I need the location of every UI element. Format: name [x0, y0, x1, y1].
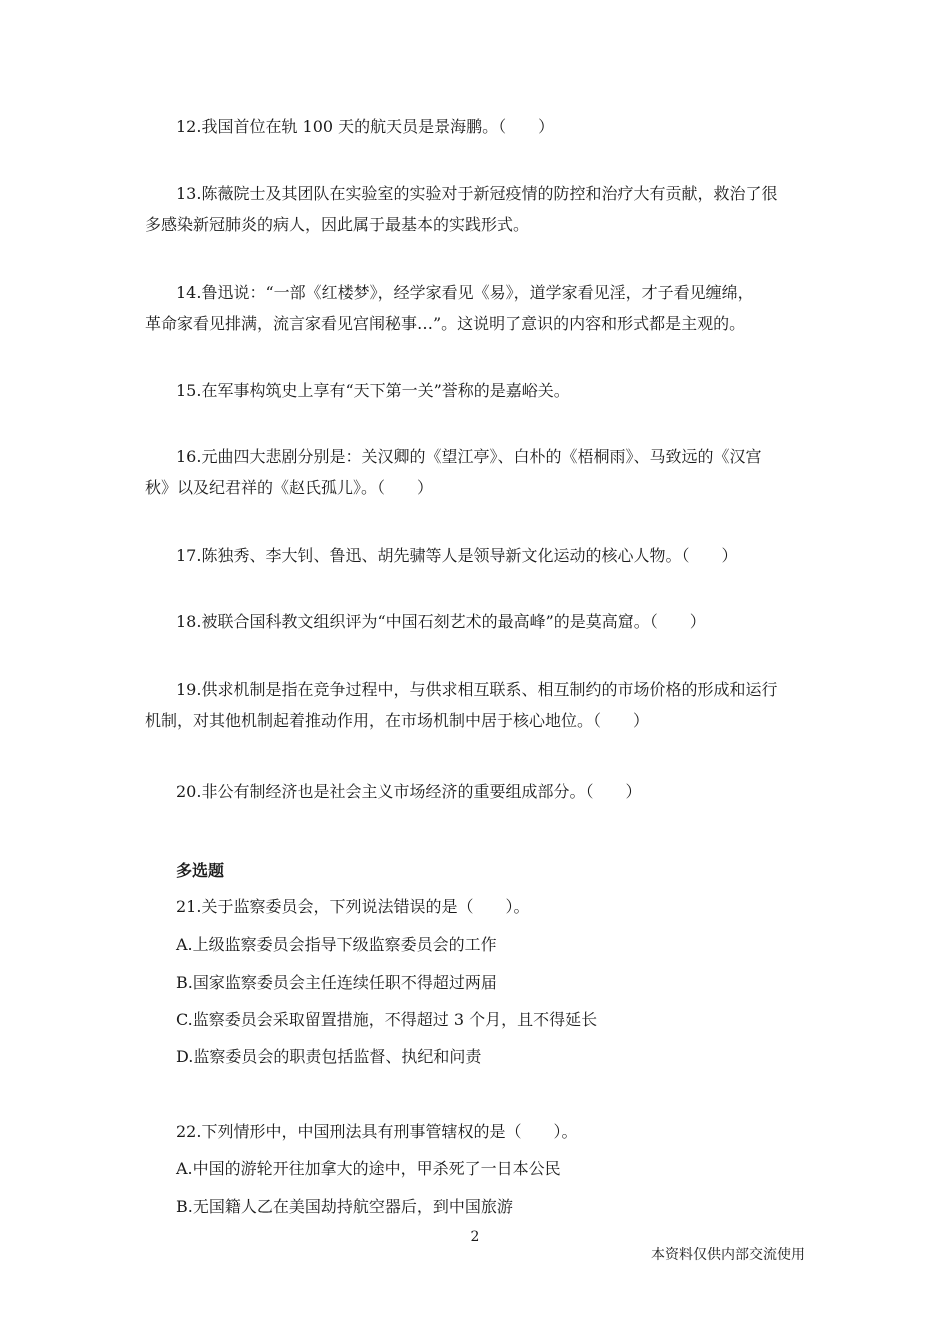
question-20-line-1: 20.非公有制经济也是社会主义市场经济的重要组成部分。（ ）	[176, 782, 642, 801]
question-15-line-1: 15.在军事构筑史上享有“天下第一关”誉称的是嘉峪关。	[176, 381, 570, 400]
question-21-option-a: A.上级监察委员会指导下级监察委员会的工作	[176, 935, 497, 954]
footer-note: 本资料仅供内部交流使用	[651, 1247, 805, 1263]
question-14-line-2: 革命家看见排满，流言家看见宫闱秘事…”。这说明了意识的内容和形式都是主观的。	[145, 314, 746, 333]
question-21-option-c: C.监察委员会采取留置措施，不得超过 3 个月，且不得延长	[176, 1010, 598, 1029]
question-21-stem: 21.关于监察委员会，下列说法错误的是（ ）。	[176, 897, 530, 916]
question-22-option-b: B.无国籍人乙在美国劫持航空器后，到中国旅游	[176, 1197, 513, 1216]
question-19-line-2: 机制，对其他机制起着推动作用，在市场机制中居于核心地位。（ ）	[145, 711, 650, 730]
question-18-line-1: 18.被联合国科教文组织评为“中国石刻艺术的最高峰”的是莫高窟。（ ）	[176, 612, 706, 631]
question-21-option-b: B.国家监察委员会主任连续任职不得超过两届	[176, 973, 497, 992]
question-16-line-2: 秋》以及纪君祥的《赵氏孤儿》。（ ）	[145, 478, 434, 497]
question-22-option-a: A.中国的游轮开往加拿大的途中，甲杀死了一日本公民	[176, 1159, 561, 1178]
question-19-line-1: 19.供求机制是指在竞争过程中，与供求相互联系、相互制约的市场价格的形成和运行	[176, 680, 778, 699]
section-heading-multi-choice: 多选题	[176, 861, 225, 880]
question-21-option-d: D.监察委员会的职责包括监督、执纪和问责	[176, 1047, 482, 1066]
question-13-line-2: 多感染新冠肺炎的病人，因此属于最基本的实践形式。	[145, 215, 530, 234]
question-22-stem: 22.下列情形中，中国刑法具有刑事管辖权的是（ ）。	[176, 1122, 578, 1141]
page-number: 2	[470, 1229, 480, 1245]
question-14-line-1: 14.鲁迅说：“一部《红楼梦》，经学家看见《易》，道学家看见淫，才子看见缠绵，	[176, 283, 754, 302]
question-12-line-1: 12.我国首位在轨 100 天的航天员是景海鹏。（ ）	[176, 117, 555, 136]
question-17-line-1: 17.陈独秀、李大钊、鲁迅、胡先骕等人是领导新文化运动的核心人物。（ ）	[176, 546, 738, 565]
question-13-line-1: 13.陈薇院士及其团队在实验室的实验对于新冠疫情的防控和治疗大有贡献，救治了很	[176, 184, 778, 203]
question-16-line-1: 16.元曲四大悲剧分别是：关汉卿的《望江亭》、白朴的《梧桐雨》、马致远的《汉宫	[176, 447, 762, 466]
